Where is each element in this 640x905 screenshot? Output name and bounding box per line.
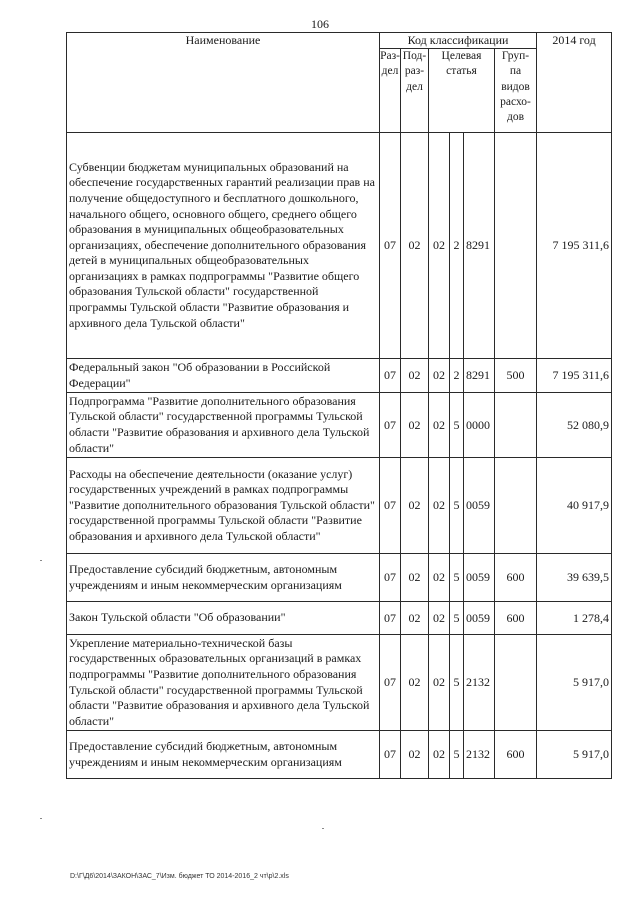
row-section: 07 [380, 635, 401, 731]
row-subsection: 02 [401, 458, 429, 554]
table-row [67, 393, 612, 458]
row-section: 07 [380, 458, 401, 554]
header-section: Раз- дел [380, 49, 401, 133]
row-target-1: 02 [429, 458, 450, 554]
scan-speck [40, 560, 42, 561]
row-amount: 52 080,9 [537, 393, 612, 458]
row-section: 07 [380, 554, 401, 602]
row-name: Подпрограмма "Развитие дополнительного образования Тульской области" государственной программы Тульской области "Развитие образования и архивного дела Тульской области" [67, 393, 380, 458]
scan-speck [322, 828, 324, 829]
row-amount: 1 278,4 [537, 602, 612, 635]
table-row [67, 635, 612, 731]
row-group [495, 458, 537, 554]
header-year: 2014 год [537, 33, 612, 133]
row-target-3: 0059 [464, 458, 495, 554]
budget-table [66, 32, 612, 779]
row-amount: 5 917,0 [537, 731, 612, 779]
row-amount: 7 195 311,6 [537, 359, 612, 393]
row-target-2: 5 [450, 554, 464, 602]
row-name: Федеральный закон "Об образовании в Российской Федерации" [67, 359, 380, 393]
row-subsection: 02 [401, 731, 429, 779]
row-amount: 5 917,0 [537, 635, 612, 731]
page-number: 106 [311, 17, 329, 31]
row-target-2: 5 [450, 731, 464, 779]
row-target-2: 5 [450, 602, 464, 635]
row-subsection: 02 [401, 359, 429, 393]
row-group: 600 [495, 731, 537, 779]
row-subsection: 02 [401, 393, 429, 458]
file-path-footer: D:\Г\Д6\2014\ЗАКОН\ЗАС_7\Изм. бюджет ТО 2014-2016_2 чт\р\2.xls [70, 873, 289, 880]
row-group [495, 393, 537, 458]
row-target-3: 2132 [464, 731, 495, 779]
header-subsection: Под- раз- дел [401, 49, 429, 133]
row-target-1: 02 [429, 554, 450, 602]
row-section: 07 [380, 359, 401, 393]
row-amount: 40 917,9 [537, 458, 612, 554]
row-target-1: 02 [429, 393, 450, 458]
row-target-1: 02 [429, 635, 450, 731]
row-section: 07 [380, 393, 401, 458]
row-amount: 39 639,5 [537, 554, 612, 602]
row-section: 07 [380, 731, 401, 779]
scan-speck [40, 818, 42, 819]
table-row [67, 602, 612, 635]
row-name: Субвенции бюджетам муниципальных образований на обеспечение государственных гарантий реализации прав на получение общедоступного и бесплатного дошкольного, начального общего, основного общего, среднего общего образования в муниципальных общеобразовательных организациях, обеспечение дополнительного образования детей в муниципальных общеобразовательных организациях в рамках подпрограммы "Развитие общего образования Тульской области" государственной программы Тульской области "Развитие образования и архивного дела Тульской области" [67, 133, 380, 359]
row-name: Предоставление субсидий бюджетным, автономным учреждениям и иным некоммерческим организациям [67, 554, 380, 602]
row-target-1: 02 [429, 133, 450, 359]
row-subsection: 02 [401, 554, 429, 602]
row-target-2: 2 [450, 133, 464, 359]
row-target-1: 02 [429, 359, 450, 393]
row-target-3: 0059 [464, 602, 495, 635]
row-target-3: 0000 [464, 393, 495, 458]
table-row [67, 359, 612, 393]
row-group [495, 635, 537, 731]
table-row [67, 458, 612, 554]
row-target-2: 5 [450, 458, 464, 554]
header-target-item: Целевая статья [429, 49, 495, 133]
row-section: 07 [380, 602, 401, 635]
row-group: 500 [495, 359, 537, 393]
row-subsection: 02 [401, 602, 429, 635]
row-target-2: 5 [450, 635, 464, 731]
row-group: 600 [495, 554, 537, 602]
row-name: Закон Тульской области "Об образовании" [67, 602, 380, 635]
row-target-3: 0059 [464, 554, 495, 602]
row-amount: 7 195 311,6 [537, 133, 612, 359]
table-row [67, 133, 612, 359]
row-subsection: 02 [401, 635, 429, 731]
header-expense-group: Груп- па видов расхо- дов [495, 49, 537, 133]
row-target-2: 2 [450, 359, 464, 393]
table-row [67, 554, 612, 602]
row-name: Предоставление субсидий бюджетным, автономным учреждениям и иным некоммерческим организациям [67, 731, 380, 779]
row-target-3: 8291 [464, 133, 495, 359]
row-section: 07 [380, 133, 401, 359]
row-target-1: 02 [429, 731, 450, 779]
row-target-3: 8291 [464, 359, 495, 393]
row-target-1: 02 [429, 602, 450, 635]
row-target-3: 2132 [464, 635, 495, 731]
row-subsection: 02 [401, 133, 429, 359]
table-row [67, 731, 612, 779]
row-name: Расходы на обеспечение деятельности (оказание услуг) государственных учреждений в рамках подпрограммы "Развитие дополнительного образования Тульской области" государственной программы Тульской области "Развитие образования и архивного дела Тульской области" [67, 458, 380, 554]
header-name: Наименование [67, 33, 380, 133]
row-target-2: 5 [450, 393, 464, 458]
row-group [495, 133, 537, 359]
row-name: Укрепление материально-технической базы государственных образовательных организаций в рамках подпрограммы "Развитие дополнительного образования Тульской области" государственной программы Тульской области "Развитие образования и архивного дела Тульской области" [67, 635, 380, 731]
header-code-group: Код классификации [380, 33, 537, 49]
row-group: 600 [495, 602, 537, 635]
